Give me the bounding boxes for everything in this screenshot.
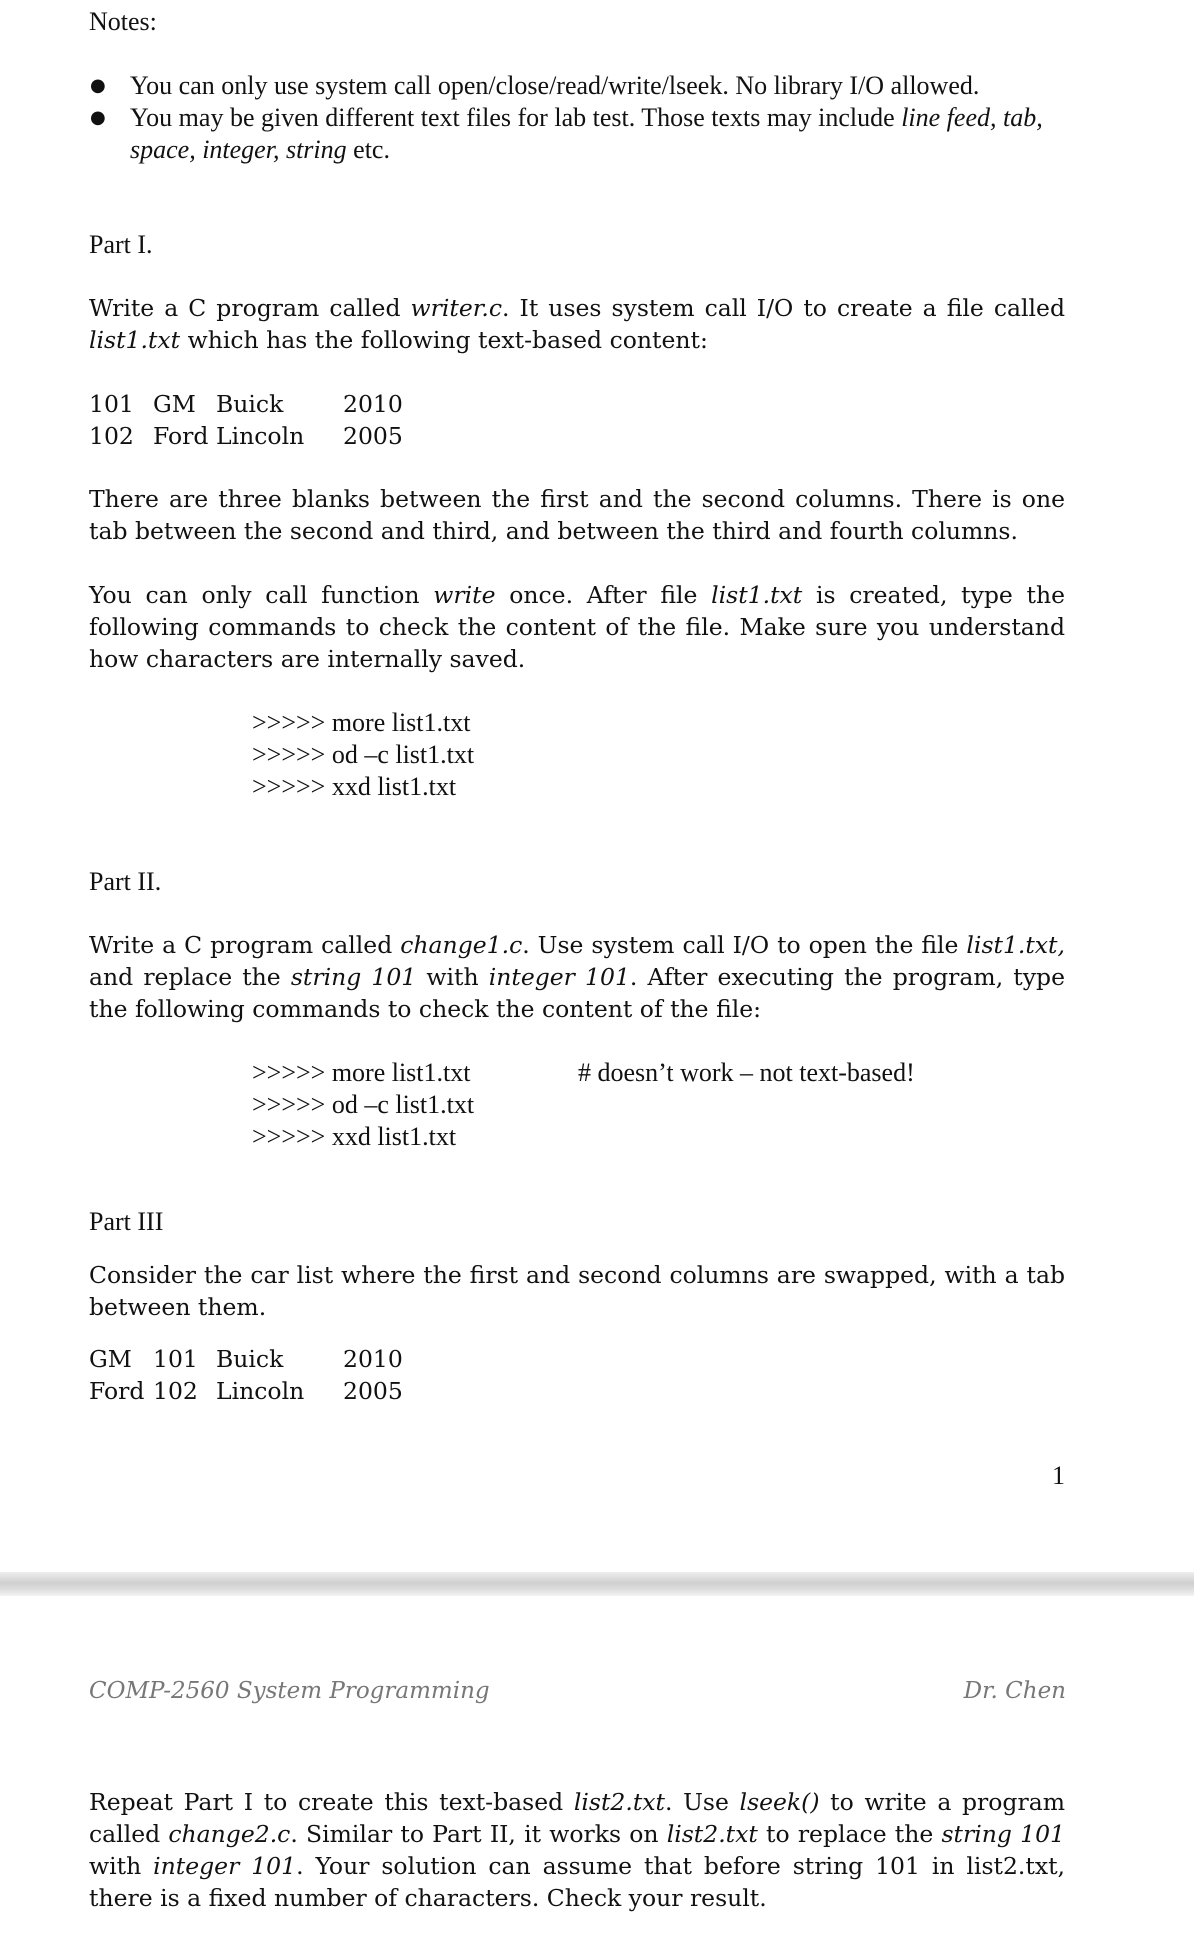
text: Write a C program called [89, 294, 411, 322]
command-line: >>>>> xxd list1.txt [252, 772, 457, 801]
text: . Your solution can assume that before string 101 in list2.txt, there is a fixed number of characters. Check your result. [89, 1852, 1065, 1912]
page2-paragraph [89, 1786, 1065, 1914]
table-cell: Ford [153, 422, 209, 450]
text: to write a program called [89, 1788, 1065, 1848]
function-name: lseek() [739, 1788, 820, 1816]
part2-heading: Part II. [89, 867, 162, 896]
text: to replace the [757, 1820, 942, 1848]
document-page-2 [0, 1596, 1194, 1947]
text: with [416, 963, 489, 991]
table-cell: 102 [153, 1377, 198, 1405]
table-cell: Ford [89, 1377, 145, 1405]
note-text: You can only use system call open/close/read/write/lseek. No library I/O allowed. [130, 71, 980, 100]
filename: list1.txt, [966, 931, 1065, 959]
command-line: >>>>> more list1.txt [252, 708, 471, 737]
text: and replace the [89, 963, 291, 991]
text: which has the following text-based content: [180, 326, 708, 354]
table-cell: GM [89, 1345, 132, 1373]
bullet-icon: ● [90, 107, 106, 128]
table-cell: Lincoln [216, 422, 305, 450]
part1-paragraph-3 [89, 579, 1065, 675]
part2-paragraph-1 [89, 929, 1065, 1025]
emphasis: integer 101 [153, 1852, 297, 1880]
note-italic: line feed, tab, space, integer, string [130, 103, 1043, 164]
filename: change2.c [168, 1820, 291, 1848]
table-cell: GM [153, 390, 196, 418]
part3-heading: Part III [89, 1207, 164, 1236]
note-text-end: etc. [346, 135, 390, 164]
notes-list [90, 70, 1070, 166]
text: You can only call function [89, 581, 434, 609]
command-line: >>>>> od –c list1.txt [252, 740, 475, 769]
part1-heading: Part I. [89, 230, 153, 259]
text: . It uses system call I/O to create a file called [502, 294, 1065, 322]
bullet-icon: ● [90, 75, 106, 96]
table-cell: 101 [153, 1345, 198, 1373]
notes-heading: Notes: [89, 7, 157, 36]
table-cell: 2010 [343, 390, 403, 418]
table-cell: 101 [89, 390, 134, 418]
table-cell: 2005 [343, 1377, 403, 1405]
course-header: COMP-2560 System Programming [89, 1678, 490, 1704]
filename: change1.c [400, 931, 523, 959]
table-cell: 2010 [343, 1345, 403, 1373]
emphasis: string 101 [941, 1820, 1065, 1848]
table-cell: 2005 [343, 422, 403, 450]
text: is created, type the following commands to check the content of the file. Make sure you understand how characters are internally saved. [89, 581, 1066, 673]
filename: list2.txt [666, 1820, 758, 1848]
part1-paragraph-2: There are three blanks between the first and the second columns. There is one tab between the second and third, and between the third and fourth columns. [89, 485, 1065, 545]
text: with [89, 1852, 154, 1880]
table-cell: Lincoln [216, 1377, 305, 1405]
filename: list2.txt [573, 1788, 665, 1816]
text: . Use system call I/O to open the file [522, 931, 967, 959]
command-comment: # doesn’t work – not text-based! [578, 1058, 915, 1087]
emphasis: integer 101 [488, 963, 630, 991]
command-line: >>>>> more list1.txt [252, 1058, 471, 1087]
page-number: 1 [1052, 1461, 1065, 1490]
page-separator [0, 1572, 1194, 1596]
part1-paragraph-1 [89, 292, 1065, 356]
part3-paragraph-1: Consider the car list where the first and second columns are swapped, with a tab between them. [89, 1261, 1065, 1321]
author-header: Dr. Chen [963, 1678, 1066, 1704]
table-cell: 102 [89, 422, 134, 450]
emphasis: string 101 [290, 963, 417, 991]
text: once. After file [495, 581, 712, 609]
table-cell: Buick [216, 390, 284, 418]
table-cell: Buick [216, 1345, 284, 1373]
text: Write a C program called [89, 931, 401, 959]
text: Repeat Part I to create this text-based [89, 1788, 574, 1816]
text: . Similar to Part II, it works on [290, 1820, 667, 1848]
filename: writer.c [410, 294, 503, 322]
filename: list1.txt [711, 581, 803, 609]
function-name: write [433, 581, 496, 609]
command-line: >>>>> xxd list1.txt [252, 1122, 457, 1151]
command-line: >>>>> od –c list1.txt [252, 1090, 475, 1119]
text: . After executing the program, type the following commands to check the content of the file: [89, 963, 1065, 1023]
text: . Use [664, 1788, 740, 1816]
note-text: You may be given different text files for lab test. Those texts may include [130, 103, 902, 132]
filename: list1.txt [89, 326, 181, 354]
note-item [90, 102, 1070, 166]
note-item [90, 70, 1070, 102]
